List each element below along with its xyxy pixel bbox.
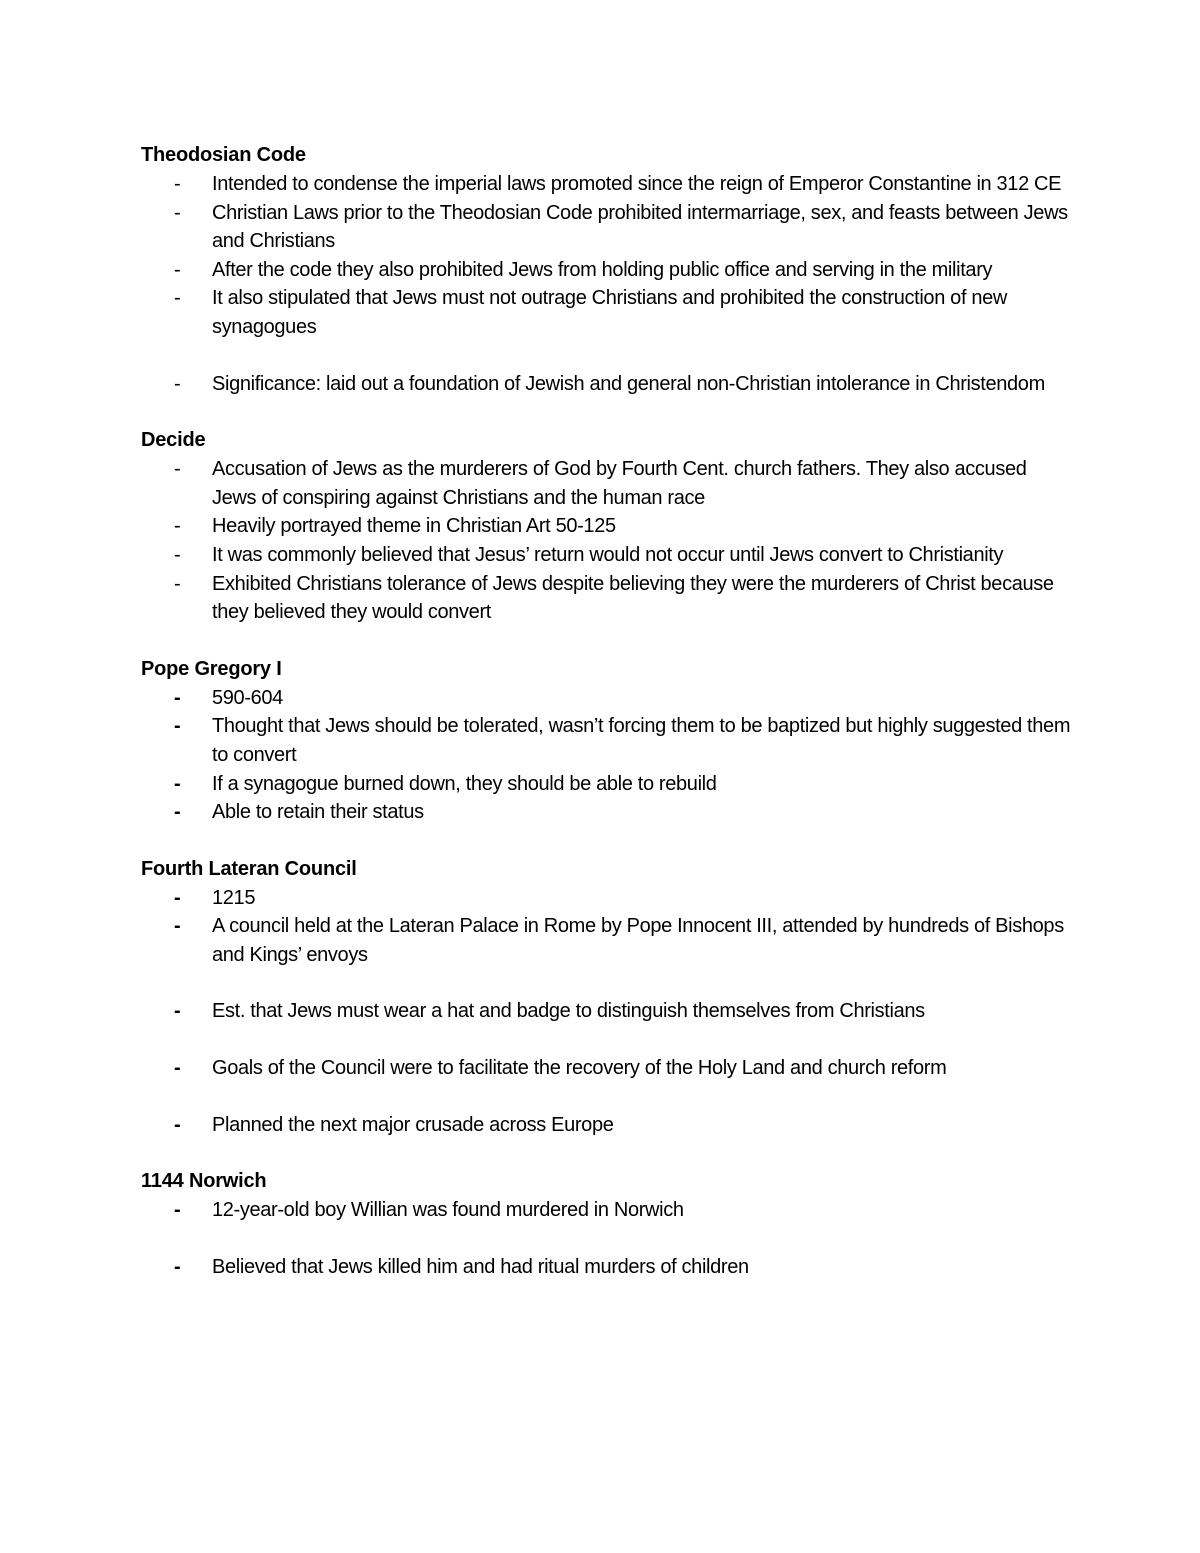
section-heading: Pope Gregory I — [141, 657, 282, 680]
list-item-text: Heavily portrayed theme in Christian Art 50-125 — [212, 515, 616, 538]
list-item — [141, 1054, 1071, 1083]
list-item-text: 1215 — [212, 886, 256, 909]
dash-bullet: - — [174, 458, 181, 481]
list-item-text: Thought that Jews should be tolerated, wasn’t forcing them to be baptized but highly suggested them to convert — [212, 715, 1071, 766]
dash-bullet: - — [174, 886, 181, 909]
section-fourth-lateran-council — [141, 855, 1071, 1140]
list-item-text: It was commonly believed that Jesus’ return would not occur until Jews convert to Christianity — [212, 543, 1004, 566]
dash-bullet: - — [174, 1113, 181, 1136]
dash-bullet: - — [174, 801, 181, 824]
list-item-text: 12-year-old boy Willian was found murdered in Norwich — [212, 1199, 684, 1222]
dash-bullet: - — [174, 686, 181, 709]
list-item — [141, 284, 1071, 341]
dash-bullet: - — [174, 1255, 181, 1278]
list-item — [141, 170, 1071, 199]
dash-bullet: - — [174, 915, 181, 938]
list-item-text: Intended to condense the imperial laws promoted since the reign of Emperor Constantine in 312 CE — [212, 173, 1062, 195]
list-item — [141, 370, 1071, 399]
list-item-text: If a synagogue burned down, they should be able to rebuild — [212, 772, 717, 795]
list-item — [141, 455, 1071, 512]
list-item-text: Goals of the Council were to facilitate the recovery of the Holy Land and church reform — [212, 1057, 947, 1080]
document-page — [141, 141, 1071, 1309]
list-item — [141, 712, 1071, 769]
section-1144-norwich — [141, 1167, 1071, 1281]
list-item-text: It also stipulated that Jews must not outrage Christians and prohibited the construction of new synagogues — [212, 287, 1007, 338]
dash-bullet: - — [174, 372, 181, 395]
dash-bullet: - — [174, 287, 181, 310]
section-decide — [141, 426, 1071, 627]
list-item — [141, 512, 1071, 541]
list-item-text: Planned the next major crusade across Europe — [212, 1113, 614, 1136]
list-item-text: Believed that Jews killed him and had ritual murders of children — [212, 1255, 749, 1278]
list-item-text: Significance: laid out a foundation of Jewish and general non-Christian intolerance in Christendom — [212, 372, 1045, 395]
list-item — [141, 684, 1071, 713]
list-item — [141, 912, 1071, 969]
section-theodosian-code — [141, 141, 1071, 398]
section-heading: Decide — [141, 429, 206, 452]
list-item-text: After the code they also prohibited Jews from holding public office and serving in the military — [212, 258, 993, 281]
section-heading: Fourth Lateran Council — [141, 857, 357, 880]
dash-bullet: - — [174, 572, 181, 595]
list-item-text: Able to retain their status — [212, 801, 424, 824]
list-item — [141, 1253, 1071, 1282]
dash-bullet: - — [174, 772, 181, 795]
dash-bullet: - — [174, 515, 181, 538]
dash-bullet: - — [174, 543, 181, 566]
list-item — [141, 884, 1071, 913]
list-item — [141, 1111, 1071, 1140]
list-item — [141, 770, 1071, 799]
list-item-text: 590-604 — [212, 686, 283, 709]
list-item — [141, 570, 1071, 627]
list-item — [141, 798, 1071, 827]
list-item-text: A council held at the Lateran Palace in Rome by Pope Innocent III, attended by hundreds of Bishops and Kings’ envoys — [212, 915, 1064, 966]
list-item-text: Christian Laws prior to the Theodosian Code prohibited intermarriage, sex, and feasts between Jews and Christians — [212, 201, 1068, 253]
list-item — [141, 199, 1071, 256]
dash-bullet: - — [174, 258, 181, 281]
dash-bullet: - — [174, 1000, 181, 1023]
list-item — [141, 997, 1071, 1026]
list-item — [141, 256, 1071, 285]
dash-bullet: - — [174, 1057, 181, 1080]
section-heading: 1144 Norwich — [141, 1170, 267, 1193]
dash-bullet: - — [174, 1199, 181, 1222]
list-item — [141, 541, 1071, 570]
list-item-text: Accusation of Jews as the murderers of God by Fourth Cent. church fathers. They also accused Jews of conspiring against Christians and the human race — [212, 458, 1027, 509]
dash-bullet: - — [174, 173, 181, 195]
list-item-text: Est. that Jews must wear a hat and badge to distinguish themselves from Christians — [212, 1000, 925, 1023]
section-pope-gregory-i — [141, 655, 1071, 827]
list-item-text: Exhibited Christians tolerance of Jews despite believing they were the murderers of Christ because they believed they would convert — [212, 572, 1054, 624]
section-heading: Theodosian Code — [141, 144, 306, 166]
dash-bullet: - — [174, 201, 181, 224]
list-item — [141, 1196, 1071, 1225]
dash-bullet: - — [174, 715, 181, 738]
